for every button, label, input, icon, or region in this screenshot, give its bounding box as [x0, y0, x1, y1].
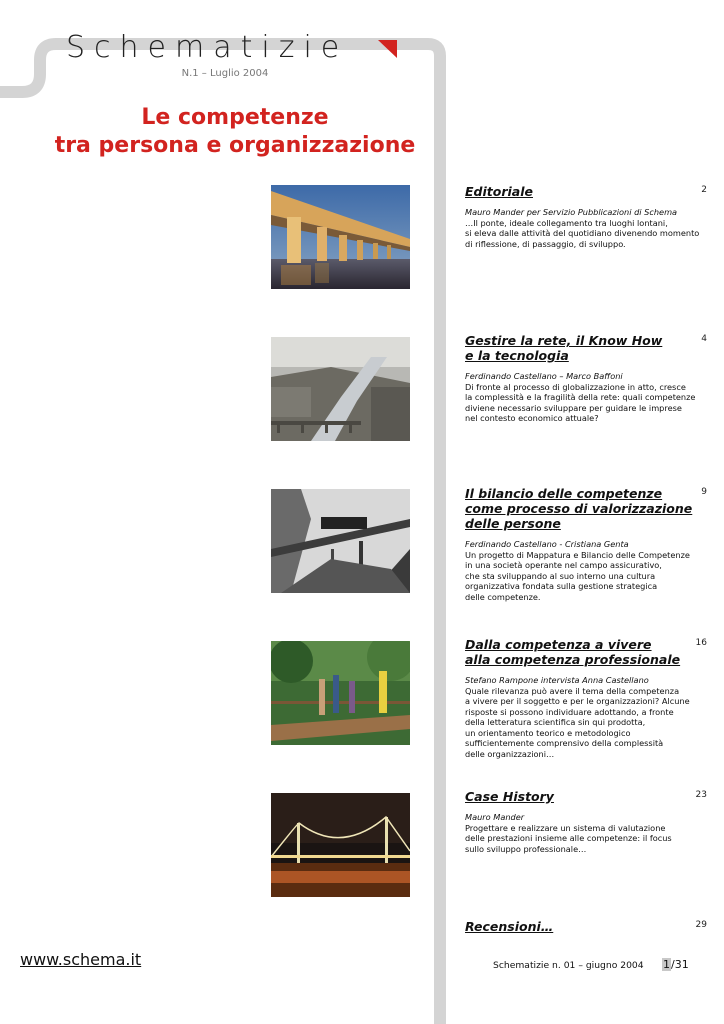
page-title	[0, 104, 470, 160]
authors: Mauro Mander per Servizio Pubblicazioni di Schema	[465, 207, 678, 217]
description: Di fronte al processo di globalizzazione in atto, cresce la complessità e la fragilità della rete: quali competenze diviene necessario sviluppare per guidare le imprese nel contesto economico attuale?	[465, 381, 696, 423]
toc-link-case-history[interactable]: Case History	[465, 789, 554, 804]
toc-link-editoriale[interactable]: Editoriale	[465, 184, 533, 199]
description: Progettare e realizzare un sistema di valutazione delle prestazioni insieme alle competenze: il focus sullo sviluppo professionale…	[465, 822, 672, 854]
page-number: 2	[701, 185, 707, 195]
footer-issue-info: Schematizie n. 01 – giugno 2004	[493, 960, 644, 971]
logo-accent-triangle	[378, 40, 397, 58]
authors: Mauro Mander	[465, 812, 525, 822]
page-number: 4	[701, 334, 707, 344]
page-title-line-2: tra persona e organizzazione	[54, 133, 416, 158]
page-number: 23	[695, 790, 707, 800]
svg-text:Schematizie: Schematizie	[66, 30, 349, 65]
railway-viaduct-photo	[271, 489, 410, 593]
city-river-photo	[271, 337, 410, 441]
current-page: 1	[663, 958, 670, 971]
bridge-night-photo	[271, 185, 410, 289]
toc-entry-gestire-la-rete	[465, 333, 710, 424]
description: Quale rilevanza può avere il tema della competenza a vivere per il soggetto e per le organizzazioni? Alcune risposte si possono individuare adottando, a fronte della letteratura scientifica sin qui prodotta, un orientamento teorico e metodologico sufficientemente comprensivo della complessità delle organizzazioni…	[465, 685, 690, 759]
description: …Il ponte, ideale collegamento tra luoghi lontani, si eleva dalle attività del quotidiano divenendo momento di riflessione, di passaggio, di sviluppo.	[465, 217, 700, 249]
issue-line: N.1 – Luglio 2004	[181, 68, 269, 79]
page-title-line-1: Le competenze	[141, 105, 329, 130]
toc-entry-editoriale	[465, 184, 710, 249]
total-pages: /31	[671, 958, 689, 971]
page-number: 16	[695, 638, 707, 648]
authors: Ferdinando Castellano - Cristiana Genta	[465, 539, 629, 549]
toc-entry-case-history	[465, 789, 710, 854]
description: Un progetto di Mappatura e Bilancio delle Competenze in una società operante nel campo assicurativo, che sta sviluppando al suo interno una cultura organizzativa fondata sulla gestione strategica delle competenze.	[465, 549, 690, 602]
page-number: 29	[695, 920, 707, 930]
page-indicator	[662, 958, 689, 971]
toc-entry-competenza-a-vivere	[465, 637, 710, 759]
toc-link-competenza-a-vivere[interactable]: Dalla competenza a vivere alla competenza professionale	[465, 637, 681, 667]
suspension-bridge-photo	[271, 793, 410, 897]
website-link[interactable]: www.schema.it	[20, 950, 142, 969]
toc-link-gestire-la-rete[interactable]: Gestire la rete, il Know How e la tecnologia	[465, 333, 663, 363]
toc-link-recensioni[interactable]: Recensioni…	[465, 919, 554, 934]
toc-entry-bilancio-competenze	[465, 486, 710, 602]
toc-entry-recensioni	[465, 919, 710, 934]
rope-bridge-photo	[271, 641, 410, 745]
authors: Stefano Rampone intervista Anna Castellano	[465, 675, 649, 685]
authors: Ferdinando Castellano – Marco Baffoni	[465, 371, 623, 381]
page-number: 9	[701, 487, 707, 497]
schematizie-logo	[66, 30, 406, 66]
toc-link-bilancio-competenze[interactable]: Il bilancio delle competenze come processo di valorizzazione delle persone	[465, 486, 693, 531]
